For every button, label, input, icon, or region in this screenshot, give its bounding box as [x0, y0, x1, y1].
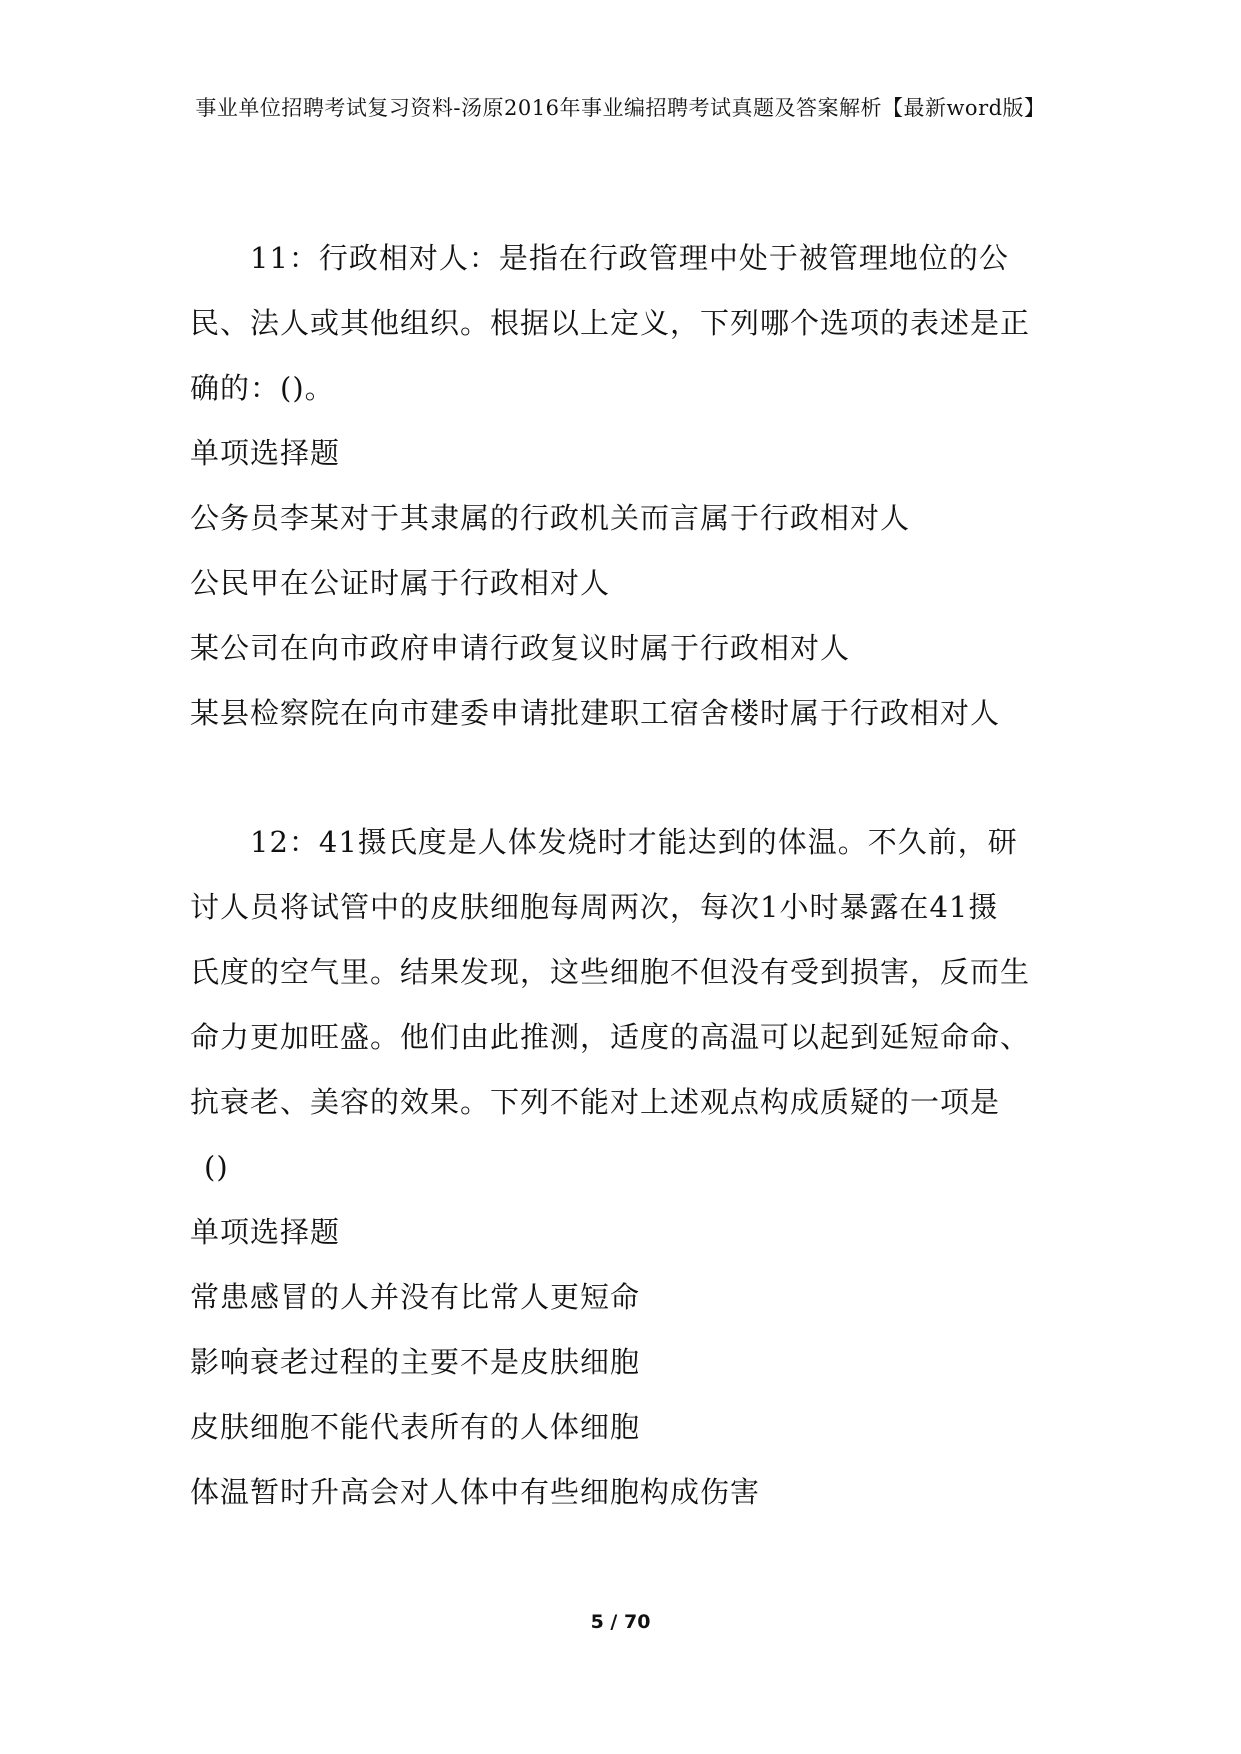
- page-number: 5 / 70: [590, 1611, 651, 1633]
- answer-option: 公务员李某对于其隶属的行政机关而言属于行政相对人: [190, 501, 911, 535]
- question-11: [190, 226, 1070, 746]
- document-header: 事业单位招聘考试复习资料-汤原2016年事业编招聘考试真题及答案解析【最新word版】: [195, 96, 1046, 120]
- answer-option: 常患感冒的人并没有比常人更短命: [190, 1280, 641, 1314]
- question-text-line: 命力更加旺盛。他们由此推测，适度的高温可以起到延短命命、: [190, 1020, 1031, 1054]
- document-body: [190, 226, 1070, 1525]
- question-type-label: 单项选择题: [190, 436, 341, 470]
- answer-option: 某县检察院在向市建委申请批建职工宿舍楼时属于行政相对人: [190, 696, 1001, 730]
- question-text-line: 11：行政相对人：是指在行政管理中处于被管理地位的公: [250, 241, 1009, 275]
- question-text-line: 抗衰老、美容的效果。下列不能对上述观点构成质疑的一项是: [190, 1085, 1001, 1119]
- question-text-line: 讨人员将试管中的皮肤细胞每周两次，每次1小时暴露在41摄: [190, 890, 999, 924]
- question-text-line: 氏度的空气里。结果发现，这些细胞不但没有受到损害，反而生: [190, 955, 1031, 989]
- question-type-label: 单项选择题: [190, 1215, 341, 1249]
- question-12: [190, 810, 1070, 1525]
- answer-option: 公民甲在公证时属于行政相对人: [190, 566, 611, 600]
- answer-option: 皮肤细胞不能代表所有的人体细胞: [190, 1410, 641, 1444]
- answer-option: 影响衰老过程的主要不是皮肤细胞: [190, 1345, 641, 1379]
- question-text-line: (): [204, 1150, 229, 1184]
- question-text-line: 确的：()。: [190, 371, 335, 405]
- question-text-line: 民、法人或其他组织。根据以上定义，下列哪个选项的表述是正: [190, 306, 1031, 340]
- answer-option: 某公司在向市政府申请行政复议时属于行政相对人: [190, 631, 851, 665]
- answer-option: 体温暂时升高会对人体中有些细胞构成伤害: [190, 1475, 761, 1509]
- question-text-line: 12：41摄氏度是人体发烧时才能达到的体温。不久前，研: [250, 825, 1018, 859]
- question-spacer: [190, 746, 1070, 810]
